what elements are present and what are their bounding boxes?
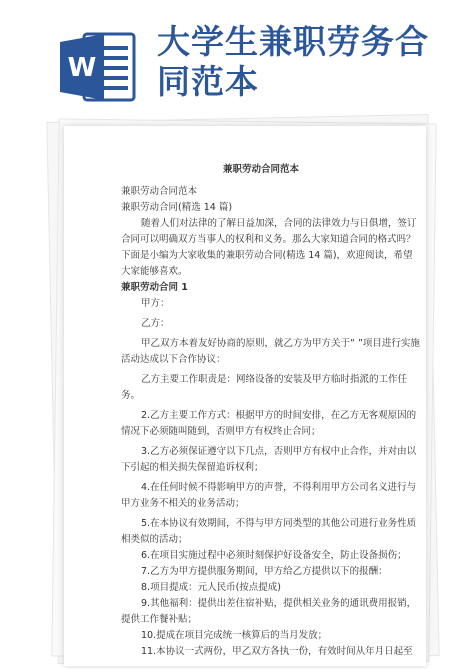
doc-line-subtitle: 兼职劳动合同范本: [121, 186, 198, 197]
document-title: 兼职劳动合同范本: [222, 164, 299, 175]
doc-clause-8: 8.项目提成：元人民币(按点提成): [141, 582, 281, 593]
word-document-icon: [58, 30, 138, 104]
doc-clause-7: 7.乙方为甲方提供服务期间，甲方给乙方提供以下的报酬：: [141, 566, 388, 577]
word-logo-letter: W: [67, 53, 97, 83]
doc-party-b: 乙方：: [141, 318, 170, 329]
doc-clause-1: 乙方主要工作职责是：网络设备的安装及甲方临时指派的工作任务。: [121, 374, 408, 401]
doc-clause-3: 3.乙方必须保证遵守以下几点，否则甲方有权中止合作，并对由以下引起的相关损失保留追诉权利；: [121, 446, 417, 473]
doc-clause-5: 5.在本协议有效期间，不得与甲方同类型的其他公司进行业务性质相类似的活动；: [121, 518, 417, 545]
banner-title-line-2: 同范本: [157, 62, 259, 101]
doc-clause-10: 10.提成在项目完成统一核算后的当月发放；: [141, 630, 328, 641]
banner-title-line-1: 大学生兼职劳务合: [157, 22, 429, 61]
doc-clause-6: 6.在项目实施过程中必须时刻保护好设备安全，防止设备损伤；: [141, 550, 407, 561]
doc-section-heading: 兼职劳动合同 1: [121, 282, 188, 293]
doc-paragraph-intro: 随着人们对法律的了解日益加深，合同的法律效力与日俱增，签订合同可以明确双方当事人的权利和义务。那么大家知道合同的格式吗？下面是小编为大家收集的兼职劳动合同(精选 14 篇)，欢迎阅读，希望大家能够喜欢。: [121, 218, 417, 277]
doc-clause-9: 9.其他福利：提供出差住宿补贴，提供相关业务的通讯费用报销，提供工作餐补贴；: [121, 598, 417, 625]
doc-clause-preamble: 甲乙双方本着友好协商的原则，就乙方为甲方关于“ ”项目进行实施活动达成以下合作协议：: [121, 338, 420, 365]
doc-clause-2: 2.乙方主要工作方式：根据甲方的时间安排，在乙方无客观原因的情况下必须随叫随到，否则甲方有权终止合同；: [121, 410, 417, 437]
header-banner: [0, 0, 474, 128]
doc-line-subtitle-2: 兼职劳动合同(精选 14 篇): [121, 202, 233, 213]
banner-title: [157, 22, 457, 102]
doc-clause-11: 11.本协议一式两份，甲乙双方各执一份，有效时间从年月日起至: [141, 646, 413, 657]
doc-clause-4: 4.在任何时候不得影响甲方的声誉，不得利用甲方公司名义进行与甲方业务不相关的业务活动；: [121, 482, 417, 509]
document-body: [121, 126, 421, 660]
document-page: [64, 126, 426, 666]
doc-party-a: 甲方：: [141, 298, 170, 309]
